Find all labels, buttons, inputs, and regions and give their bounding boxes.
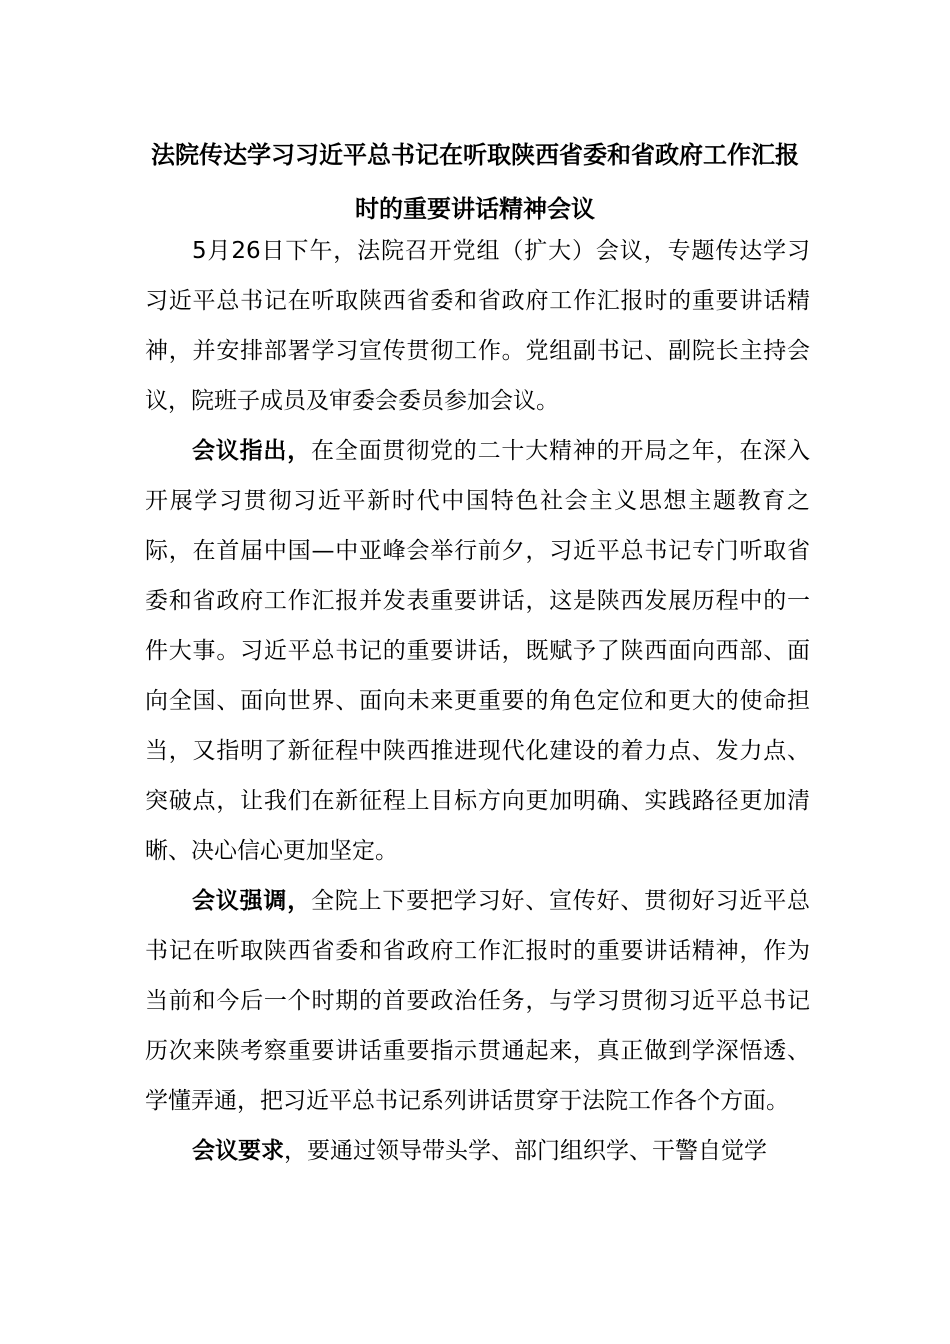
document-body — [145, 226, 810, 1176]
paragraph-text: 在全面贯彻党的二十大精神的开局之年，在深入开展学习贯彻习近平新时代中国特色社会主义思想主题教育之际，在首届中国—中亚峰会举行前夕，习近平总书记专门听取省委和省政府工作汇报并发表重要讲话，这是陕西发展历程中的一件大事。习近平总书记的重要讲话，既赋予了陕西面向西部、面向全国、面向世界、面向未来更重要的角色定位和更大的使命担当，又指明了新征程中陕西推进现代化建设的着力点、发力点、突破点，让我们在新征程上目标方向更加明确、实践路径更加清晰、决心信心更加坚定。 — [145, 438, 811, 864]
paragraph-lead: 会议指出， — [192, 438, 311, 464]
paragraph-text: ，要通过领导带头学、部门组织学、干警自觉学 — [284, 1138, 767, 1164]
paragraph-text: 全院上下要把学习好、宣传好、贯彻好习近平总书记在听取陕西省委和省政府工作汇报时的重要讲话精神，作为当前和今后一个时期的首要政治任务，与学习贯彻习近平总书记历次来陕考察重要讲话重要指示贯通起来，真正做到学深悟透、学懂弄通，把习近平总书记系列讲话贯穿于法院工作各个方面。 — [145, 888, 811, 1114]
paragraph-meeting-emphasized — [145, 876, 810, 1126]
paragraph-text: 5月26日下午，法院召开党组（扩大）会议，专题传达学习习近平总书记在听取陕西省委和省政府工作汇报时的重要讲话精神，并安排部署学习宣传贯彻工作。党组副书记、副院长主持会议，院班子成员及审委会委员参加会议。 — [145, 238, 810, 414]
paragraph-meeting-pointed-out — [145, 426, 810, 876]
document-title: 法院传达学习习近平总书记在听取陕西省委和省政府工作汇报时的重要讲话精神会议 — [151, 141, 799, 223]
paragraph-lead: 会议强调， — [192, 888, 311, 914]
paragraph-meeting-required — [145, 1126, 810, 1176]
paragraph-lead: 会议要求 — [192, 1138, 284, 1164]
paragraph-intro — [145, 226, 810, 426]
